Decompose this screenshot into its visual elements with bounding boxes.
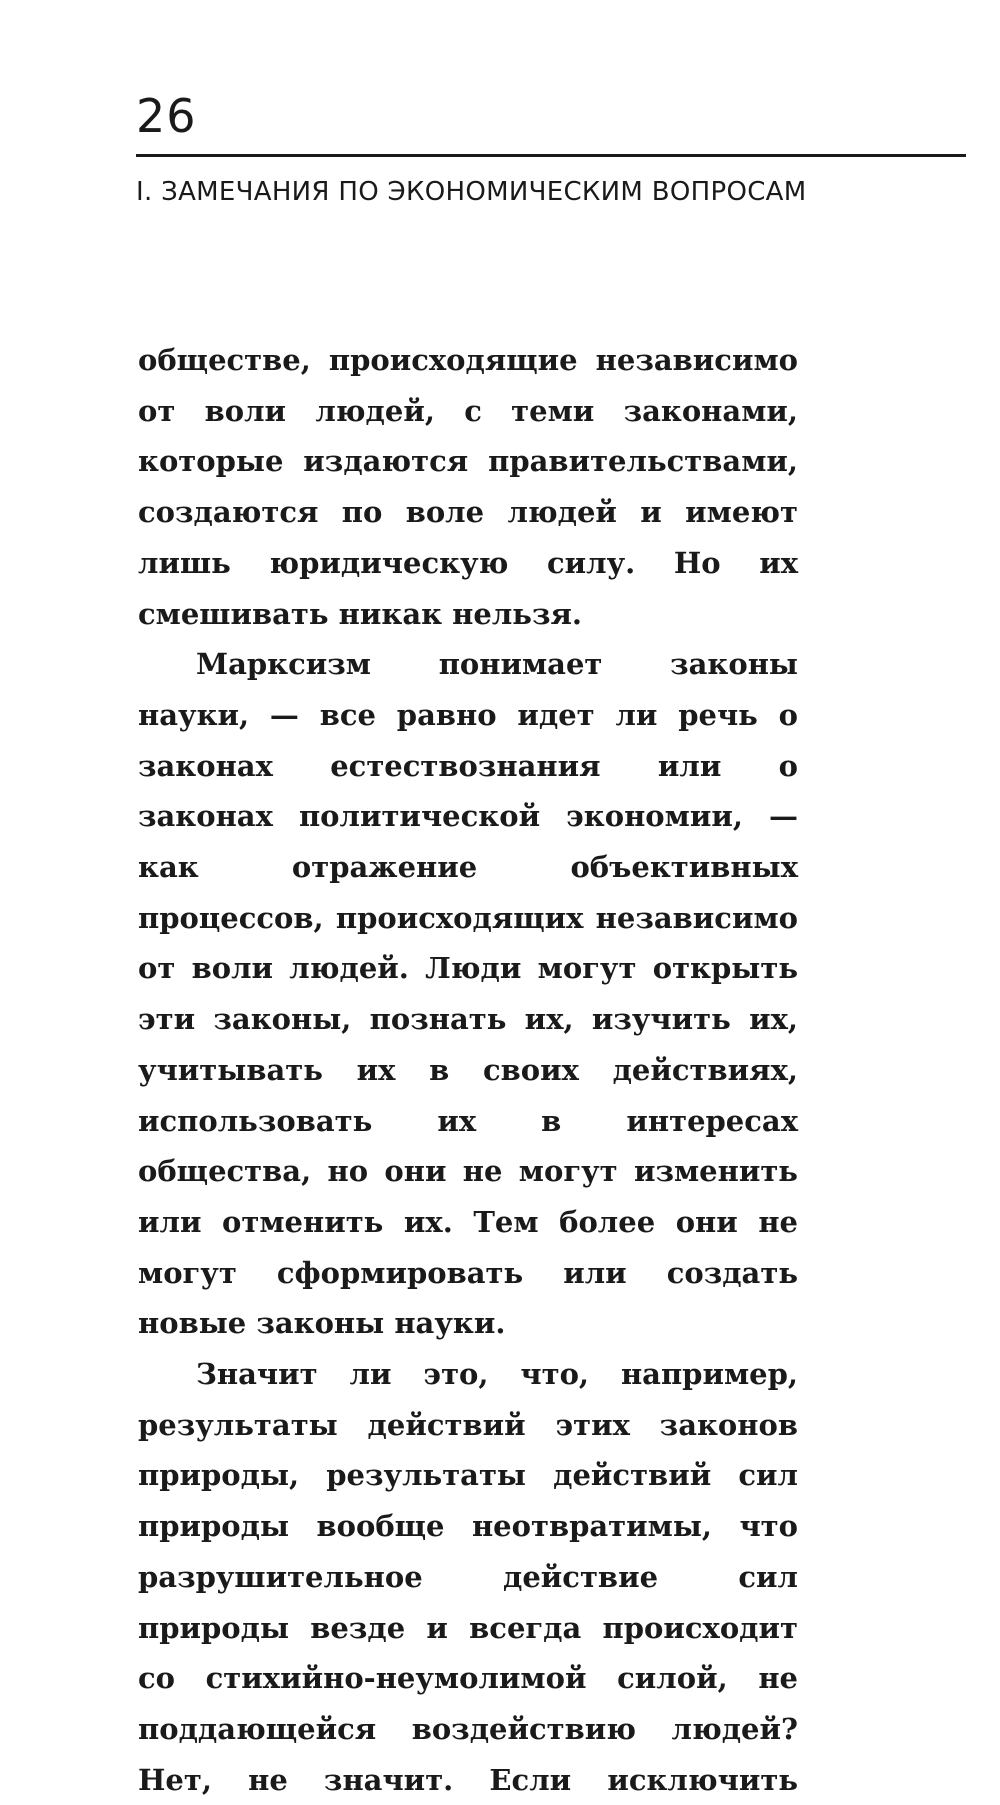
paragraph-1: обществе, происходящие независимо от воли людей, с теми законами, которые издаются правительствами, создаются по воле людей и имеют лишь юридическую силу. Но их смешивать никак нельзя. (138, 343, 798, 631)
running-head: I. ЗАМЕЧАНИЯ ПО ЭКОНОМИЧЕСКИМ ВОПРОСАМ (136, 177, 807, 207)
body-text (138, 335, 798, 1805)
header-rule (136, 154, 966, 157)
paragraph-2: Марксизм понимает законы науки, — все равно идет ли речь о законах естествознания или о законах политической экономии, — как отражение объективных процессов, происходящих независимо от воли людей. Люди могут открыть эти законы, познать их, изучить их, учитывать их в своих действиях, использовать их в интересах общества, но они не могут изменить или отменить их. Тем более они не могут сформировать или создать новые законы науки. (138, 647, 798, 1341)
page-number: 26 (136, 89, 197, 143)
paragraph-3: Значит ли это, что, например, результаты действий этих законов природы, результаты действий сил природы вообще неотвратимы, что разрушительное действие сил природы везде и всегда происходит со стихийно-неумолимой силой, не поддающейся воздействию людей? Нет, не значит. Если исключить (138, 1357, 798, 1797)
